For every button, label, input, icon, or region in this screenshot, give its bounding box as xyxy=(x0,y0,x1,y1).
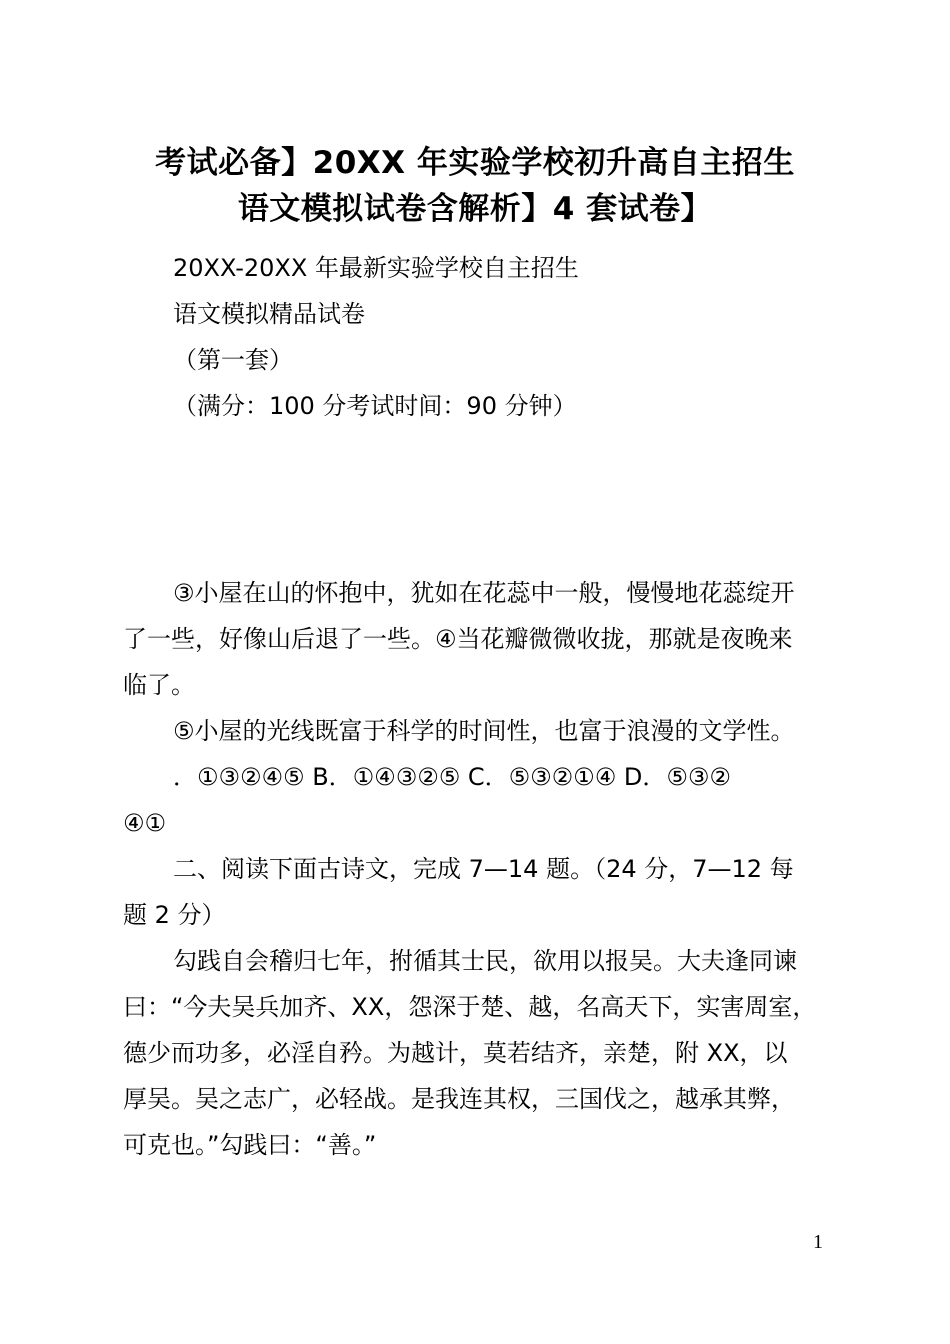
passage-line: 曰：“今夫吴兵加齐、XX，怨深于楚、越，名高天下，实害周室， xyxy=(123,993,817,1021)
text-line: 了一些，好像山后退了一些。④当花瓣微微收拢，那就是夜晚来 xyxy=(123,625,793,653)
section-heading-line: 二、阅读下面古诗文，完成 7—14 题。（24 分，7—12 每 xyxy=(173,855,794,883)
exam-set-line: （第一套） xyxy=(173,346,293,374)
document-title-line-1: 考试必备】20XX 年实验学校初升高自主招生 xyxy=(155,145,795,181)
answer-options-line: ④① xyxy=(123,809,167,837)
text-line: 临了。 xyxy=(123,671,195,699)
passage-line: 勾践自会稽归七年，拊循其士民，欲用以报吴。大夫逢同谏 xyxy=(173,947,797,975)
text-line: ③小屋在山的怀抱中，犹如在花蕊中一般，慢慢地花蕊绽开 xyxy=(173,579,795,607)
exam-year-line: 20XX-20XX 年最新实验学校自主招生 xyxy=(173,254,579,282)
section-heading-line: 题 2 分） xyxy=(123,901,226,929)
passage-line: 厚吴。吴之志广，必轻战。是我连其权，三国伐之，越承其弊， xyxy=(123,1085,795,1113)
exam-name-line: 语文模拟精品试卷 xyxy=(173,300,365,328)
passage-line: 德少而功多，必淫自矜。为越计，莫若结齐，亲楚，附 XX，以 xyxy=(123,1039,788,1067)
answer-options-line: ．①③②④⑤ B．①④③②⑤ C．⑤③②①④ D．⑤③② xyxy=(173,763,731,791)
exam-score-time-line: （满分：100 分考试时间：90 分钟） xyxy=(173,392,577,420)
text-line: ⑤小屋的光线既富于科学的时间性，也富于浪漫的文学性。 xyxy=(173,717,795,745)
document-title-line-2: 语文模拟试卷含解析】4 套试卷】 xyxy=(237,191,713,227)
page-number: 1 xyxy=(813,1231,823,1253)
passage-line: 可克也。”勾践曰：“善。” xyxy=(123,1131,377,1159)
